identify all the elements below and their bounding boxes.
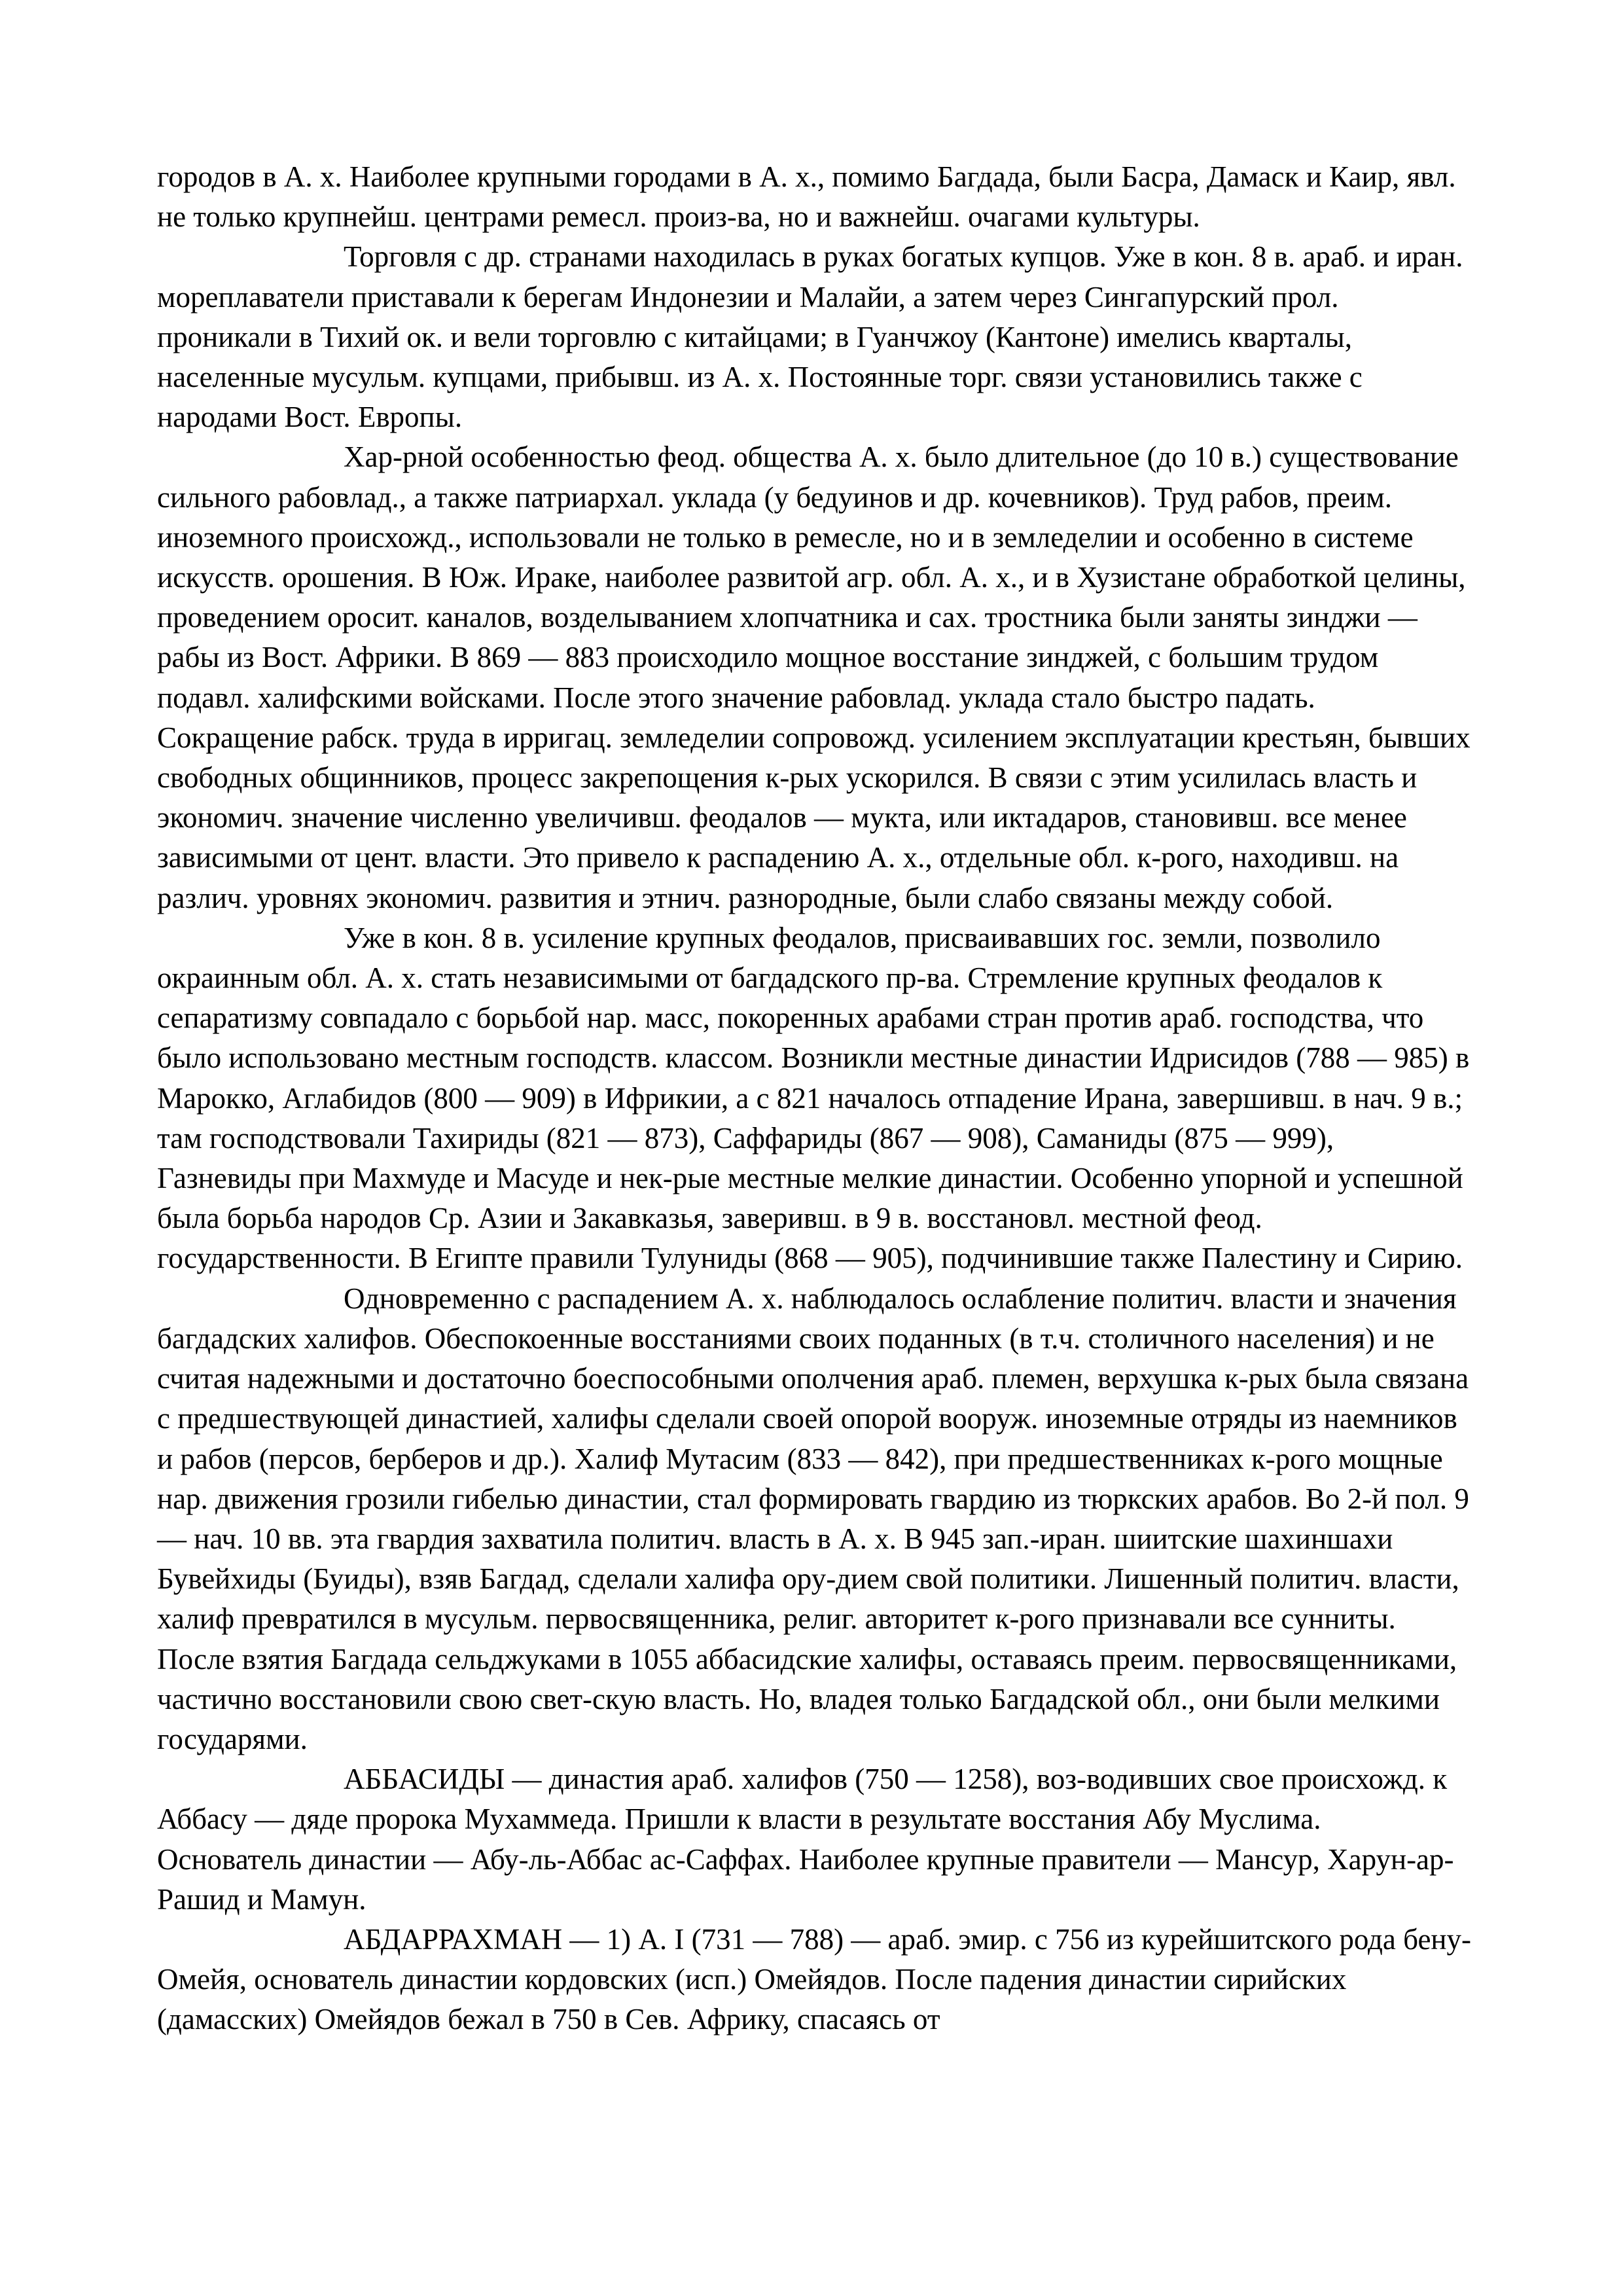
paragraph-1: городов в А. х. Наиболее крупными городами в А. х., помимо Багдада, были Басра, Дамаск и Каир, явл. не только крупнейш. центрами ремесл. произ-ва, но и важнейш. очагами культуры. [157, 160, 1456, 234]
paragraph-abdarrahman-entry: АБДАРРАХМАН — 1) А. I (731 — 788) — араб. эмир. с 756 из курейшитского рода бену-Омейя, основатель династии кордовских (исп.) Омейядов. После падения династии сирийских (дамасских) Омейядов бежал в 750 в Сев. Африку, спасаясь от [157, 1922, 1471, 2036]
paragraph-dynasties: Уже в кон. 8 в. усиление крупных феодалов, присваивавших гос. земли, позволило окраинным обл. А. х. стать независимыми от багдадского пр-ва. Стремление крупных феодалов к сепаратизму совпадало с борьбой нар. масс, покоренных арабами стран против араб. господства, что было использовано местным господств. классом. Возникли местные династии Идрисидов (788 — 985) в Марокко, Аглабидов (800 — 909) в Ифрикии, а с 821 началось отпадение Ирана, завершивш. в нач. 9 в.; там господствовали Тахириды (821 — 873), Саффариды (867 — 908), Саманиды (875 — 999), Газневиды при Махмуде и Масуде и нек-рые местные мелкие династии. Особенно упорной и успешной была борьба народов Ср. Азии и Закавказья, заверивш. в 9 в. восстановл. местной феод. государственности. В Египте правили Тулуниды (868 — 905), подчинившие также Палестину и Сирию. [157, 921, 1470, 1275]
paragraph-abbasids-entry: АББАСИДЫ — династия араб. халифов (750 — 1258), воз-водивших свое происхожд. к Аббасу — дяде пророка Мухаммеда. Пришли к власти в результате восстания Абу Муслима. Основатель династии — Абу-ль-Аббас ас-Саффах. Наиболее крупные правители — Мансур, Харун-ар-Рашид и Мамун. [157, 1763, 1454, 1916]
paragraph-caliphs-decline: Одновременно с распадением А. х. наблюдалось ослабление политич. власти и значения багдадских халифов. Обеспокоенные восстаниями своих поданных (в т.ч. столичного населения) и не считая надежными и достаточно боеспособными ополчения араб. племен, верхушка к-рых была связана с предшествующей династией, халифы сделали своей опорой вооруж. иноземные отряды из наемников и рабов (персов, берберов и др.). Халиф Мутасим (833 — 842), при предшественниках к-рого мощные нар. движения грозили гибелью династии, стал формировать гвардию из тюркских арабов. Во 2-й пол. 9 — нач. 10 вв. эта гвардия захватила политич. власть в А. х. В 945 зап.-иран. шиитские шахиншахи Бувейхиды (Буиды), взяв Багдад, сделали халифа ору-дием свой политики. Лишенный политич. власти, халиф превратился в мусульм. первосвященника, религ. авторитет к-рого признавали все сунниты. После взятия Багдада сельджуками в 1055 аббасидские халифы, оставаясь преим. первосвященниками, частично восстановили свою свет-скую власть. Но, владея только Багдадской обл., они были мелкими государями. [157, 1282, 1469, 1755]
paragraph-feudal-society: Хар-рной особенностью феод. общества А. х. было длительное (до 10 в.) существование сильного рабовлад., а также патриархал. уклада (у бедуинов и др. кочевников). Труд рабов, преим. иноземного происхожд., использовали не только в ремесле, но и в земледелии и особенно в системе искусств. орошения. В Юж. Ираке, наиболее развитой агр. обл. А. х., и в Хузистане обработкой целины, проведением оросит. каналов, возделыванием хлопчатника и сах. тростника были заняты зинджи — рабы из Вост. Африки. В 869 — 883 происходило мощное восстание зинджей, с большим трудом подавл. халифскими войсками. После этого значение рабовлад. уклада стало быстро падать. Сокращение рабск. труда в ирригац. земледелии сопровожд. усилением эксплуатации крестьян, бывших свободных общинников, процесс закрепощения к-рых ускорился. В связи с этим усилилась власть и экономич. значение численно увеличивш. феодалов — мукта, или иктадаров, становивш. все менее зависимыми от цент. власти. Это привело к распадению А. х., отдельные обл. к-рого, находивш. на различ. уровнях экономич. развития и этнич. разнородные, были слабо связаны между собой. [157, 440, 1471, 914]
document-page [157, 157, 1472, 2040]
paragraph-trade: Торговля с др. странами находилась в руках богатых купцов. Уже в кон. 8 в. араб. и иран. мореплаватели приставали к берегам Индонезии и Малайи, а затем через Сингапурский прол. проникали в Тихий ок. и вели торговлю с китайцами; в Гуанчжоу (Кантоне) имелись кварталы, населенные мусульм. купцами, прибывш. из А. х. Постоянные торг. связи установились также с народами Вост. Европы. [157, 240, 1463, 434]
